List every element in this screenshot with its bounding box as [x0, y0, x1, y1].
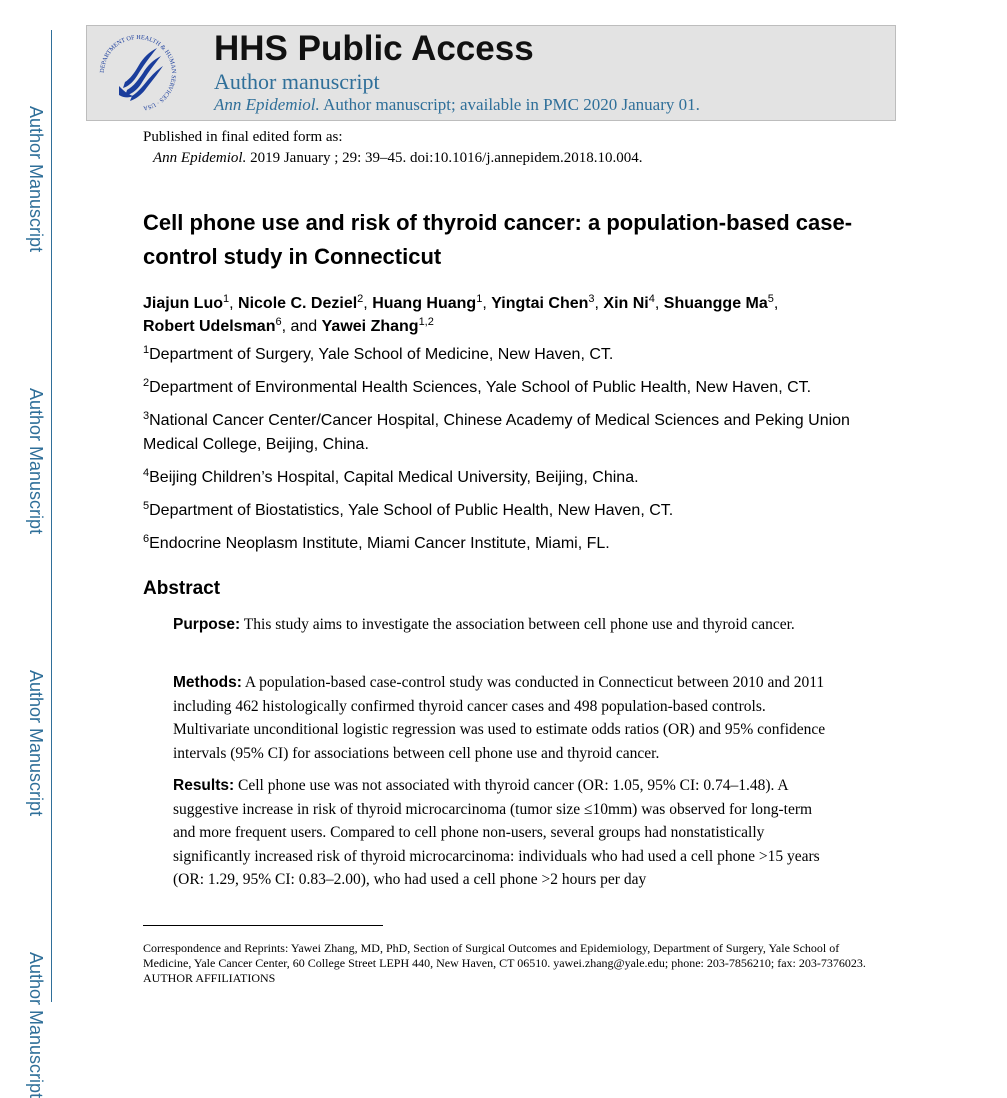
citation-text: 2019 January ; 29: 39–45. doi:10.1016/j.annepidem.2018.10.004.: [246, 150, 643, 166]
abstract-purpose: [173, 613, 838, 637]
author-list: Jiajun Luo$^1$, Nicole C. Deziel$^2$, Huang Huang$^1$, Yingtai Chen$^3$, Xin Ni$^4$, Shuangge Ma$^5$, Robert Udelsman$^6$, and Yawei Zhang$^{1,2}$: [143, 293, 779, 335]
author-name: Nicole C. Deziel: [238, 295, 358, 312]
affiliation-number: 1: [143, 344, 150, 356]
citation-journal: Ann Epidemiol.: [153, 150, 247, 166]
footnote-divider: [143, 925, 383, 926]
availability-line: [214, 95, 700, 115]
author-name: Xin Ni: [603, 295, 649, 312]
author-name: Robert Udelsman: [143, 318, 276, 335]
article-title: Cell phone use and risk of thyroid cancer: a population-based case-control study in Connecticut: [143, 210, 853, 269]
methods-text: A population-based case-control study was conducted in Connecticut between 2010 and 2011 including 462 histologically confirmed thyroid cancer cases and 498 population-based controls. Multivariate unconditional logistic regression was used to estimate odds ratios (OR) and 95% confidence intervals (95% CI) for associations between cell phone use and thyroid cancer.: [173, 674, 826, 762]
affiliation-number: 2: [143, 377, 150, 389]
footnote: [143, 941, 873, 986]
author-affil-ref: 2: [357, 293, 364, 305]
margin-label: Author Manuscript: [26, 670, 46, 817]
affiliation-text: National Cancer Center/Cancer Hospital, Chinese Academy of Medical Sciences and Peking Union Medical College, Beijing, China.: [143, 412, 850, 453]
affiliation-number: 6: [143, 533, 150, 545]
availability-text: Author manuscript; available in PMC 2020 January 01.: [319, 95, 700, 114]
affiliation-number: 3: [143, 410, 150, 422]
affiliation-text: Department of Environmental Health Sciences, Yale School of Public Health, New Haven, CT.: [149, 379, 812, 396]
author-affil-ref: 1: [223, 293, 230, 305]
results-label: Results:: [173, 777, 235, 794]
affiliation: [143, 343, 863, 367]
author-affil-ref: 1,2: [418, 316, 434, 328]
margin-label: Author Manuscript: [26, 388, 46, 535]
affiliation: [143, 466, 863, 490]
author-name: Huang Huang: [372, 295, 477, 312]
purpose-text: This study aims to investigate the association between cell phone use and thyroid cancer.: [243, 616, 795, 633]
publication-info: [143, 127, 643, 169]
author-name: Yingtai Chen: [491, 295, 589, 312]
affiliation: [143, 499, 863, 523]
affiliation: [143, 376, 863, 400]
author-affiliations-heading: AUTHOR AFFILIATIONS: [143, 971, 276, 985]
correspondence-note: Correspondence and Reprints: Yawei Zhang, MD, PhD, Section of Surgical Outcomes and Epidemiology, Department of Surgery, Yale School of Medicine, Yale Cancer Center, 60 College Street LEPH 440, New Haven, CT 06510. yawei.zhang@yale.edu; phone: 203-7856210; fax: 203-7376023.: [143, 941, 866, 970]
abstract-heading: Abstract: [143, 578, 221, 599]
affiliation-text: Department of Surgery, Yale School of Medicine, New Haven, CT.: [149, 346, 614, 363]
affiliation-number: 4: [143, 467, 150, 479]
purpose-label: Purpose:: [173, 616, 241, 633]
affiliation-text: Beijing Children’s Hospital, Capital Medical University, Beijing, China.: [149, 469, 639, 486]
methods-label: Methods:: [173, 674, 242, 691]
affiliation-number: 5: [143, 500, 150, 512]
results-text: Cell phone use was not associated with thyroid cancer (OR: 1.05, 95% CI: 0.74–1.48). A suggestive increase in risk of thyroid microcarcinoma (tumor size ≤10mm) was observed for long-term and more frequent users. Compared to cell phone non-users, several groups had nonstatistically significantly increased risk of thyroid microcarcinoma: individuals who had used a cell phone >15 years (OR: 1.29, 95% CI: 0.83–2.00), who had used a cell phone >2 hours per day: [173, 777, 820, 888]
author-affil-ref: 6: [275, 316, 282, 328]
margin-label: Author Manuscript: [26, 106, 46, 253]
affiliation-text: Department of Biostatistics, Yale School of Public Health, New Haven, CT.: [149, 502, 674, 519]
abstract-results: [173, 774, 838, 892]
manuscript-type: Author manuscript: [214, 69, 380, 94]
author-affil-ref: 3: [588, 293, 595, 305]
hhs-title: HHS Public Access: [214, 29, 534, 68]
author-affil-ref: 5: [767, 293, 774, 305]
author-name: Yawei Zhang: [321, 318, 419, 335]
author-name: Shuangge Ma: [663, 295, 768, 312]
margin-label: Author Manuscript: [26, 952, 46, 1098]
author-affil-ref: 1: [476, 293, 483, 305]
affiliation-text: Endocrine Neoplasm Institute, Miami Cancer Institute, Miami, FL.: [149, 535, 610, 552]
affiliation: [143, 532, 863, 556]
margin-rule: [51, 30, 52, 1002]
author-affil-ref: 4: [648, 293, 655, 305]
journal-name: Ann Epidemiol.: [214, 95, 320, 114]
author-name: Jiajun Luo: [143, 295, 223, 312]
affiliation: [143, 409, 863, 457]
citation: [143, 148, 643, 169]
abstract-methods: [173, 671, 838, 765]
logo-seal-text: DEPARTMENT OF HEALTH & HUMAN SERVICES · USA: [98, 33, 178, 112]
author-conjunction: and: [290, 318, 318, 335]
published-label: Published in final edited form as:: [143, 129, 343, 145]
hhs-eagle-logo-icon: [97, 32, 179, 114]
hhs-header: [86, 25, 896, 121]
